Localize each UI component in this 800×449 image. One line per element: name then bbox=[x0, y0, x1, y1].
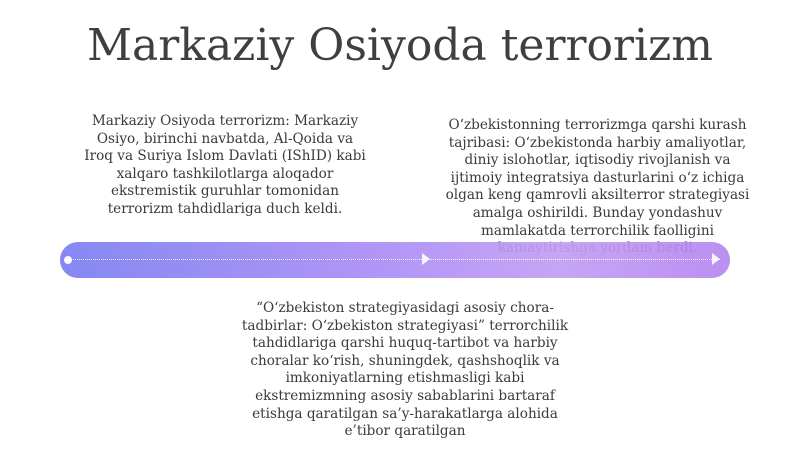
slide-title: Markaziy Osiyoda terrorizm bbox=[86, 20, 714, 71]
timeline-dotted-line bbox=[66, 259, 720, 260]
timeline-arrow-icon bbox=[422, 253, 430, 265]
text-block-right: O‘zbekistonning terrorizmga qarshi kurash tajribasi: O‘zbekistonda harbiy amaliyotlar, diniy islohotlar, iqtisodiy rivojlanish va ijtimoiy integratsiya dasturlarini o‘z ichiga olgan keng qamrovli aksilterror strategiyasi amalga oshirildi. Bunday yondashuv mamlakatda terrorchilik faolligini bbox=[445, 117, 750, 239]
timeline-arrow-icon bbox=[712, 253, 720, 265]
timeline-start-dot bbox=[64, 256, 72, 264]
timeline-bar bbox=[60, 242, 730, 278]
text-block-bottom: “O‘zbekiston strategiyasidagi asosiy chora- tadbirlar: O‘zbekiston strategiyasi” terrorchilik tahdidlariga qarshi huquq-tartibot va harbiy choralar ko‘rish, shuningdek, qashshoqlik va imkoniyatlarning etishmasligi kabi ekstremizmning asosiy sabablarini bartaraf etishga qaratilgan sa’y-harakatlarga alohida e’tibor qaratilgan bbox=[241, 300, 569, 440]
text-block-left: Markaziy Osiyoda terrorizm: Markaziy Osiyo, birinchi navbatda, Al-Qoida va Iroq va Suriya Islom Davlati (IShID) kabi xalqaro tashkilotlarga aloqador ekstremistik guruhlar tomonidan terrorizm tahdidlariga duch keldi. bbox=[84, 113, 366, 217]
